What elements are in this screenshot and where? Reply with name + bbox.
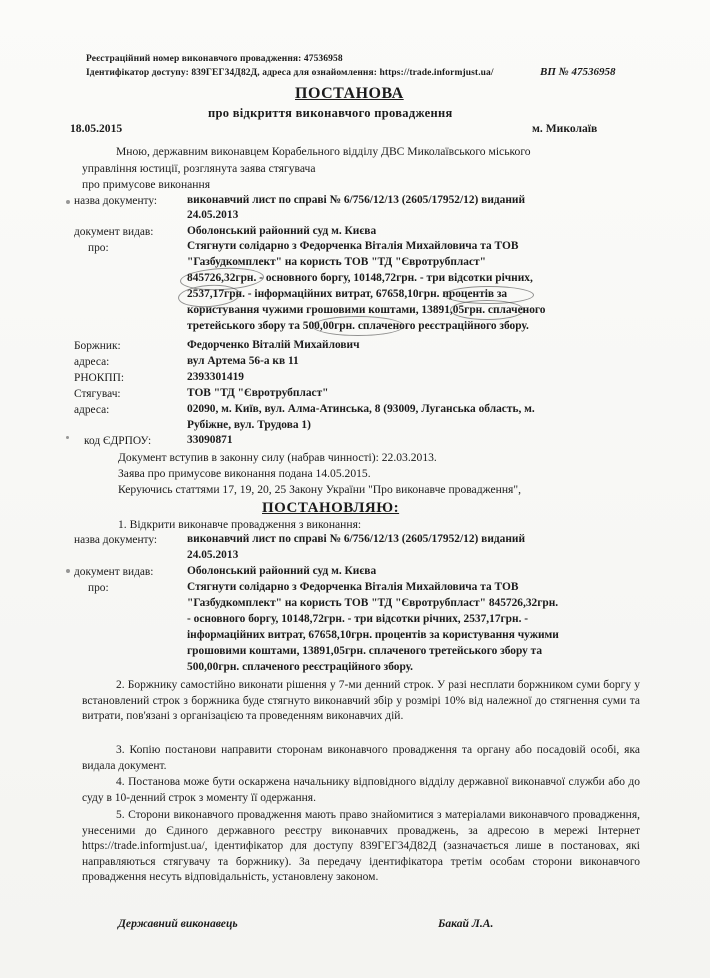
doc-name-label: назва документу:	[74, 195, 158, 207]
access-identifier-line: Ідентифікатор доступу: 839ГЕГ34Д82Д, адреса для ознайомлення: https://trade.informjust.ua/	[86, 68, 494, 78]
rnokpp-value: 2393301419	[187, 371, 244, 383]
creditor-value: ТОВ "ТД "Євротрубпласт"	[187, 387, 329, 399]
issuer-label: документ видав:	[74, 226, 154, 238]
intro-line-3: про примусове виконання	[82, 178, 211, 191]
issuer-value: Оболонський районний суд м. Києва	[187, 225, 377, 237]
resolve-heading: ПОСТАНОВЛЯЮ:	[262, 500, 400, 516]
about-line-3: 845726,32грн. - основного боргу, 10148,72грн. - три відсотки річних,	[187, 272, 533, 284]
point-1-doc-value-2: 24.05.2013	[187, 549, 239, 561]
fact-line-3: Керуючись статтями 17, 19, 20, 25 Закону України "Про виконавче провадження",	[118, 483, 521, 496]
point-5-paragraph: 5. Сторони виконавчого провадження мають право знайомитися з матеріалами виконавчого провадження, унесеними до Єдиного державного реєстру виконавчих проваджень, за адресою в мережі Інтернет https://trade.informjust.ua/, ідентифікатор для доступу 839ГЕГ34Д82Д (зазначається лише в постановах, які направляються стягувачу та боржнику). За передачу ідентифікатора третім особам сторони виконавчого провадження несуть відповідальність, установлену законом.	[82, 809, 640, 883]
fact-line-1: Документ вступив в законну силу (набрав чинності): 22.03.2013.	[118, 451, 437, 464]
doc-name-value-1: виконавчий лист по справі № 6/756/12/13 (2605/17952/12) виданий	[187, 194, 526, 206]
point-1-doc-label: назва документу:	[74, 534, 158, 546]
debtor-value: Федорченко Віталій Михайлович	[187, 339, 360, 351]
edrpou-value: 33090871	[187, 434, 233, 446]
point-1-about-5: грошовими коштами, 13891,05грн. сплаченого третейського збору та	[187, 645, 543, 657]
document-subtitle: про відкриття виконавчого провадження	[208, 106, 453, 120]
doc-name-value-2: 24.05.2013	[187, 209, 239, 221]
scan-speck	[66, 436, 69, 439]
edrpou-label: код ЄДРПОУ:	[84, 435, 152, 447]
fact-line-2: Заява про примусове виконання подана 14.05.2015.	[118, 467, 371, 480]
scan-speck	[66, 200, 70, 204]
document-city: м. Миколаїв	[532, 122, 598, 135]
creditor-address-2: Рубіжне, вул. Трудова 1)	[187, 419, 311, 431]
point-4-paragraph: 4. Постанова може бути оскаржена начальнику відповідного відділу державної виконавчої служби або до суду в 10-денний строк з моменту її одержання.	[82, 776, 640, 804]
point-1-about-1: Стягнути солідарно з Федорченка Віталія Михайловича та ТОВ	[187, 581, 519, 593]
point-1-about-3: - основного боргу, 10148,72грн. - три відсотки річних, 2537,17грн. -	[187, 613, 529, 625]
creditor-label: Стягувач:	[74, 388, 121, 400]
point-1-doc-value-1: виконавчий лист по справі № 6/756/12/13 (2605/17952/12) виданий	[187, 533, 526, 545]
intro-line-2: управління юстиції, розглянута заява стягувача	[82, 162, 316, 175]
about-line-2: "Газбудкомплект" на користь ТОВ "ТД "Євротрубпласт"	[187, 256, 486, 268]
point-3-paragraph: 3. Копію постанови направити сторонам виконавчого провадження та органу або посадовій особі, яка видала документ.	[82, 744, 640, 772]
signature-role: Державний виконавець	[118, 917, 238, 930]
signature-name: Бакай Л.А.	[438, 917, 494, 930]
point-1-line: 1. Відкрити виконавче провадження з виконання:	[118, 518, 362, 531]
ink-mark-oval	[312, 316, 404, 336]
about-label: про:	[88, 242, 109, 254]
about-line-1: Стягнути солідарно з Федорченка Віталія Михайловича та ТОВ	[187, 240, 519, 252]
debtor-address-label: адреса:	[74, 356, 110, 368]
debtor-label: Боржник:	[74, 340, 121, 352]
about-line-6: третейського збору та 500,00грн. сплаченого реєстраційного збору.	[187, 320, 529, 332]
point-2-paragraph: 2. Боржнику самостійно виконати рішення у 7-ми денний строк. У разі несплати боржником суми боргу у встановлений строк з боржника буде стягнуто виконавчий збір у розмірі 10% від належної до стягнення суми та витрати, пов'язані з організацією та проведенням виконавчих дій.	[82, 679, 640, 722]
about-line-4: 2537,17грн. - інформаційних витрат, 67658,10грн. процентів за	[187, 288, 508, 300]
document-date: 18.05.2015	[70, 122, 123, 135]
about-line-5: користування чужими грошовими коштами, 13891,05грн. сплаченого	[187, 304, 546, 316]
point-1-about-2: "Газбудкомплект" на користь ТОВ "ТД "Євротрубпласт" 845726,32грн.	[187, 597, 559, 609]
point-1-about-4: інформаційних витрат, 67658,10грн. процентів за користування чужими	[187, 629, 559, 641]
creditor-address-label: адреса:	[74, 404, 110, 416]
creditor-address-1: 02090, м. Київ, вул. Алма-Атинська, 8 (93009, Луганська область, м.	[187, 403, 535, 415]
point-1-about-6: 500,00грн. сплаченого реєстраційного збору.	[187, 661, 414, 673]
point-1-about-label: про:	[88, 582, 109, 594]
point-1-issuer-label: документ видав:	[74, 566, 154, 578]
point-1-issuer-value: Оболонський районний суд м. Києва	[187, 565, 377, 577]
vp-number: ВП № 47536958	[540, 66, 616, 78]
debtor-address-value: вул Артема 56-а кв 11	[187, 355, 299, 367]
ink-mark-oval	[450, 300, 524, 320]
scan-speck	[66, 569, 70, 573]
registry-number-line: Реєстраційний номер виконавчого провадження: 47536958	[86, 54, 343, 64]
intro-line-1: Мною, державним виконавцем Корабельного відділу ДВС Миколаївського міського	[116, 145, 531, 158]
rnokpp-label: РНОКПП:	[74, 372, 125, 384]
document-title: ПОСТАНОВА	[295, 85, 404, 102]
